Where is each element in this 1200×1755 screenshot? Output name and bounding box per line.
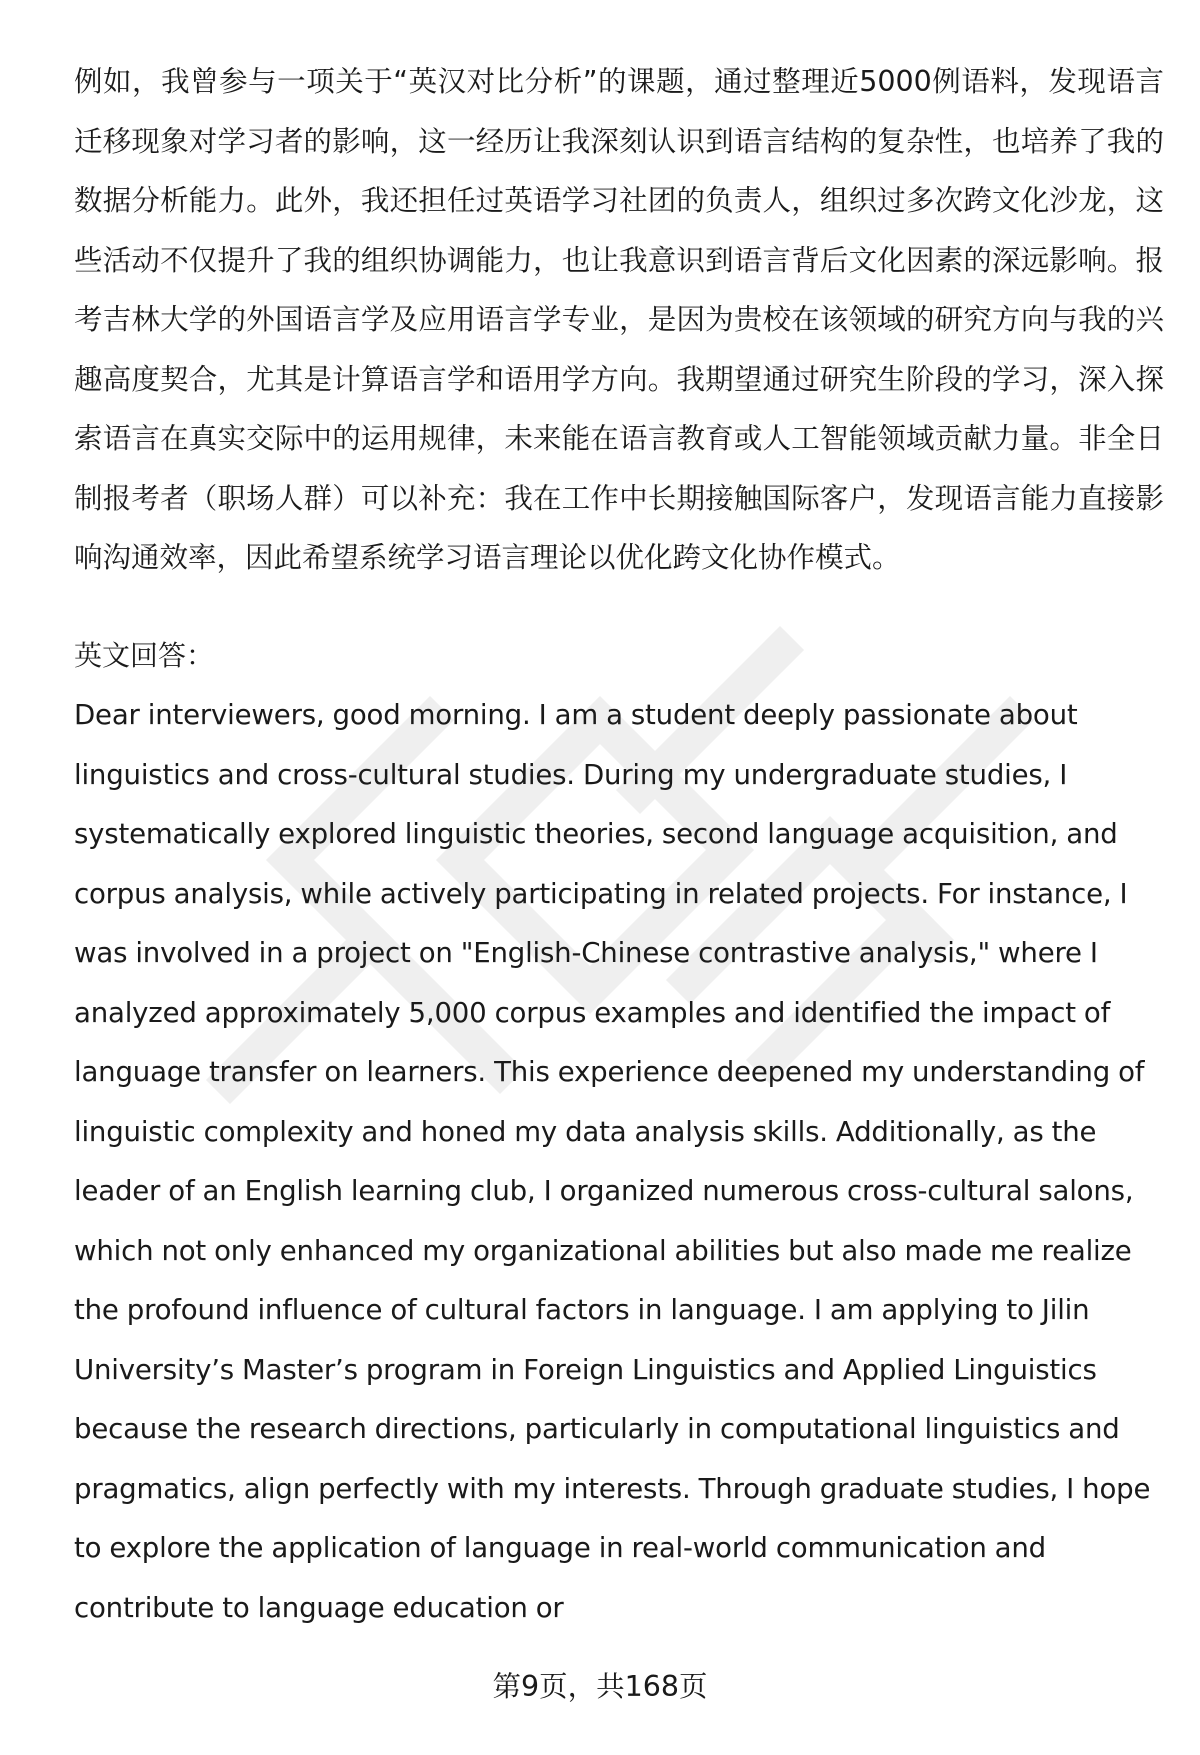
document-body — [74, 52, 1164, 1637]
english-answer-paragraph: Dear interviewers, good morning. I am a student deeply passionate about linguistics and cross-cultural studies. During my undergraduate studies, I systematically explored linguistic theories, second language acquisition, and corpus analysis, while actively participating in related projects. For instance, I was involved in a project on "English-Chinese contrastive analysis," where I analyzed approximately 5,000 corpus examples and identified the impact of language transfer on learners. This experience deepened my understanding of linguistic complexity and honed my data analysis skills. Additionally, as the leader of an English learning club, I organized numerous cross-cultural salons, which not only enhanced my organizational abilities but also made me realize the profound influence of cultural factors in language. I am applying to Jilin University’s Master’s program in Foreign Linguistics and Applied Linguistics because the research directions, particularly in computational linguistics and pragmatics, align perfectly with my interests. Through graduate studies, I hope to explore the application of language in real-world communication and contribute to language education or — [74, 698, 1151, 1624]
english-answer-label: 英文回答： — [74, 638, 215, 672]
chinese-answer-paragraph: 例如，我曾参与一项关于“英汉对比分析”的课题，通过整理近5000例语料，发现语言迁移现象对学习者的影响，这一经历让我深刻认识到语言结构的复杂性，也培养了我的数据分析能力。此外，我还担任过英语学习社团的负责人，组织过多次跨文化沙龙，这些活动不仅提升了我的组织协调能力，也让我意识到语言背后文化因素的深远影响。报考吉林大学的外国语言学及应用语言学专业，是因为贵校在该领域的研究方向与我的兴趣高度契合，尤其是计算语言学和语用学方向。我期望通过研究生阶段的学习，深入探索语言在真实交际中的运用规律，未来能在语言教育或人工智能领域贡献力量。非全日制报考者（职场人群）可以补充：我在工作中长期接触国际客户，发现语言能力直接影响沟通效率，因此希望系统学习语言理论以优化跨文化协作模式。 — [74, 65, 1164, 574]
page-number-footer: 第9页，共168页 — [492, 1670, 708, 1703]
